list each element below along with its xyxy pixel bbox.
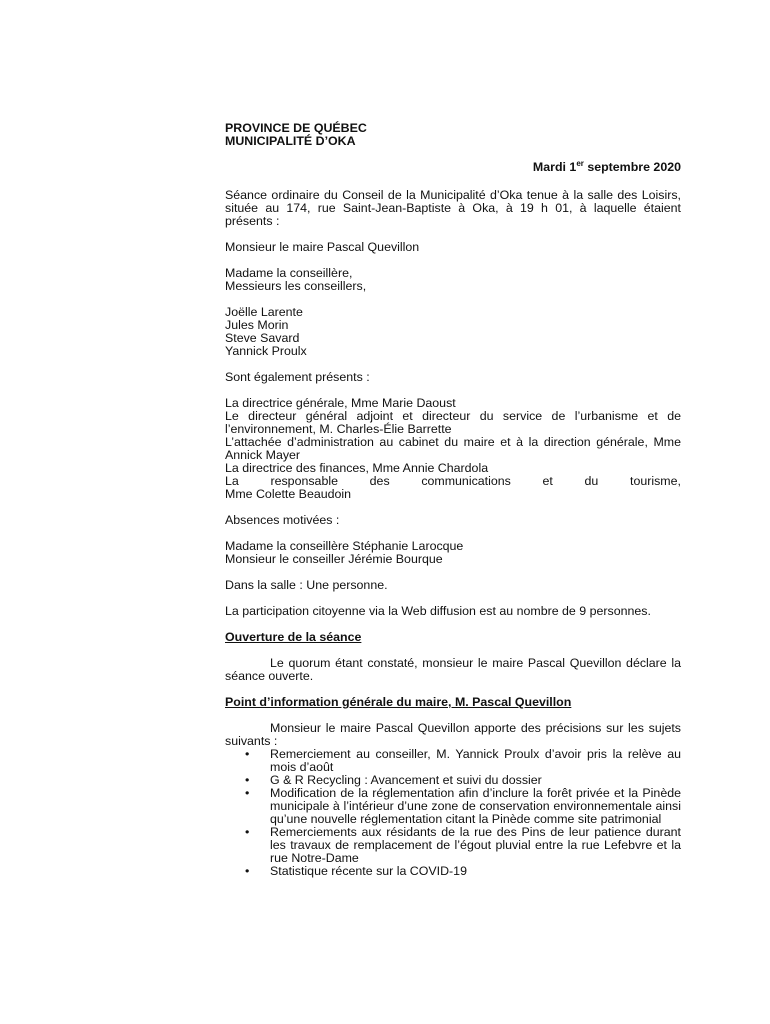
list-item: La directrice des finances, Mme Annie Chardola: [225, 461, 489, 475]
list-item: Le directeur général adjoint et directeur du service de l’urbanisme et de l’environnement, M. Charles-Élie Barrette: [225, 409, 681, 436]
list-item: La directrice générale, Mme Marie Daoust: [225, 396, 456, 410]
info-bullet-list: [225, 748, 681, 878]
bullet-icon: •: [245, 864, 250, 878]
minutes-body: [225, 122, 681, 878]
list-item: • Remerciement au conseiller, M. Yannick Proulx d’avoir pris la relève au mois d’août: [245, 747, 681, 774]
list-item: Yannick Proulx: [225, 344, 307, 358]
councillors-list: [225, 306, 681, 358]
list-item: Mme Colette Beaudoin: [225, 487, 352, 501]
list-item: Joëlle Larente: [225, 305, 303, 319]
list-item: • Remerciements aux résidants de la rue des Pins de leur patience durant les travaux de remplacement de l’égout pluvial entre la rue Lefebvre et la rue Notre-Dame: [245, 825, 681, 865]
mayor-line: Monsieur le maire Pascal Quevillon: [225, 240, 420, 254]
municipality-heading: MUNICIPALITÉ D’OKA: [225, 134, 356, 148]
info-text: Monsieur le maire Pascal Quevillon apporte des précisions sur les sujets suivants :: [225, 721, 681, 748]
bullet-icon: •: [245, 747, 250, 761]
list-item: Steve Savard: [225, 331, 300, 345]
province-heading: PROVINCE DE QUÉBEC: [225, 121, 367, 135]
intro-paragraph: Séance ordinaire du Conseil de la Municipalité d’Oka tenue à la salle des Loisirs, située au 174, rue Saint-Jean-Baptiste à Oka, à 19 h 01, à laquelle étaient présents :: [225, 188, 681, 228]
list-item: • Modification de la réglementation afin d’inclure la forêt privée et la Pinède municipale à l’intérieur d’une zone de conservation environnementale ainsi qu’une nouvelle réglementation citant la Pinède comme site patrimonial: [245, 786, 681, 826]
list-item: La responsable des communications et du tourisme,: [225, 474, 681, 488]
also-present-heading: Sont également présents :: [225, 370, 370, 384]
bullet-icon: •: [245, 825, 250, 839]
opening-text: Le quorum étant constaté, monsieur le maire Pascal Quevillon déclare la séance ouverte.: [225, 656, 681, 683]
bullet-icon: •: [245, 786, 250, 800]
web-attendance: La participation citoyenne via la Web diffusion est au nombre de 9 personnes.: [225, 604, 651, 618]
staff-list: [225, 397, 681, 501]
list-item: Monsieur le conseiller Jérémie Bourque: [225, 552, 443, 566]
meeting-date: Mardi 1er septembre 2020: [532, 158, 681, 174]
room-attendance: Dans la salle : Une personne.: [225, 578, 388, 592]
list-item: Jules Morin: [225, 318, 289, 332]
absences-list: [225, 540, 681, 566]
info-section-title: Point d’information générale du maire, M. Pascal Quevillon: [225, 695, 572, 709]
councillors-heading: Madame la conseillère, Messieurs les conseillers,: [225, 266, 367, 293]
list-item: Madame la conseillère Stéphanie Larocque: [225, 539, 464, 553]
bullet-icon: •: [245, 773, 250, 787]
list-item: L’attachée d’administration au cabinet du maire et à la direction générale, Mme Annick Mayer: [225, 435, 681, 462]
list-item: • G & R Recycling : Avancement et suivi du dossier: [245, 773, 542, 787]
opening-section-title: Ouverture de la séance: [225, 630, 362, 644]
list-item: • Statistique récente sur la COVID-19: [245, 864, 467, 878]
absences-heading: Absences motivées :: [225, 513, 340, 527]
